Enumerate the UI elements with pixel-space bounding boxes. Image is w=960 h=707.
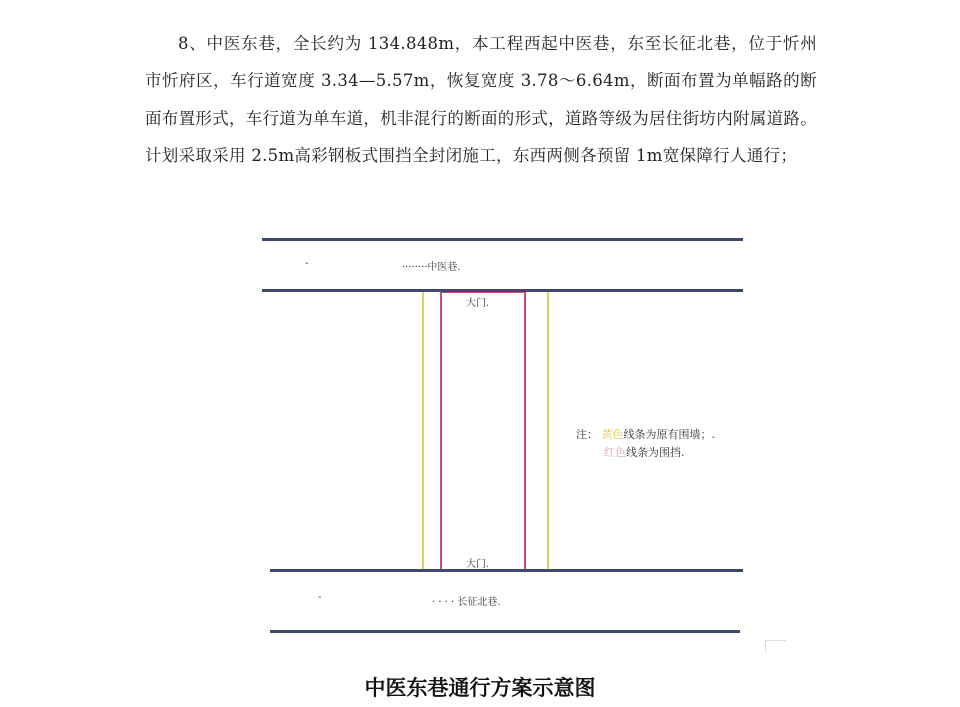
red-barrier-right: [524, 292, 526, 569]
note-red-rest: 线条为围挡.: [626, 446, 685, 459]
red-barrier-left: [440, 292, 442, 569]
note-yellow-word: 黄色: [601, 428, 624, 441]
top-road-label: ········中医巷.: [402, 262, 461, 273]
yellow-wall-left: [422, 292, 424, 569]
bottom-dash: -: [318, 592, 322, 603]
top-road-upper-edge: [262, 238, 743, 241]
body-paragraph: 8、中医东巷，全长约为 134.848m，本工程西起中医巷，东至长征北巷，位于忻州市忻府区，车行道宽度 3.34—5.57m，恢复宽度 3.78～6.64m，断面布置为单幅路的断面布置形式，车行道为单车道，机非混行的断面的形式，道路等级为居住街坊内附属道路。计划采取采用 2.5m高彩钢板式围挡全封闭施工，东西两侧各预留 1m宽保障行人通行；: [145, 33, 817, 165]
note-red-word: 红色: [604, 446, 626, 459]
gate-bottom-label: 大门.: [466, 559, 490, 570]
corner-mark: [765, 640, 786, 653]
figure-caption: 中医东巷通行方案示意图: [364, 676, 596, 700]
note-yellow-rest: 线条为原有围墙；.: [623, 428, 715, 441]
yellow-wall-right: [547, 292, 549, 569]
bottom-road-upper-edge: [270, 569, 743, 572]
legend-red: [604, 444, 685, 460]
legend-yellow: [576, 426, 715, 442]
bottom-road-lower-edge: [270, 630, 740, 633]
red-barrier-top: [440, 292, 526, 293]
gate-top-label: 大门.: [466, 298, 490, 309]
bottom-road-label: · · · · 长征北巷.: [432, 597, 501, 608]
top-dash: -: [305, 258, 309, 269]
note-prefix: 注：: [576, 428, 598, 441]
